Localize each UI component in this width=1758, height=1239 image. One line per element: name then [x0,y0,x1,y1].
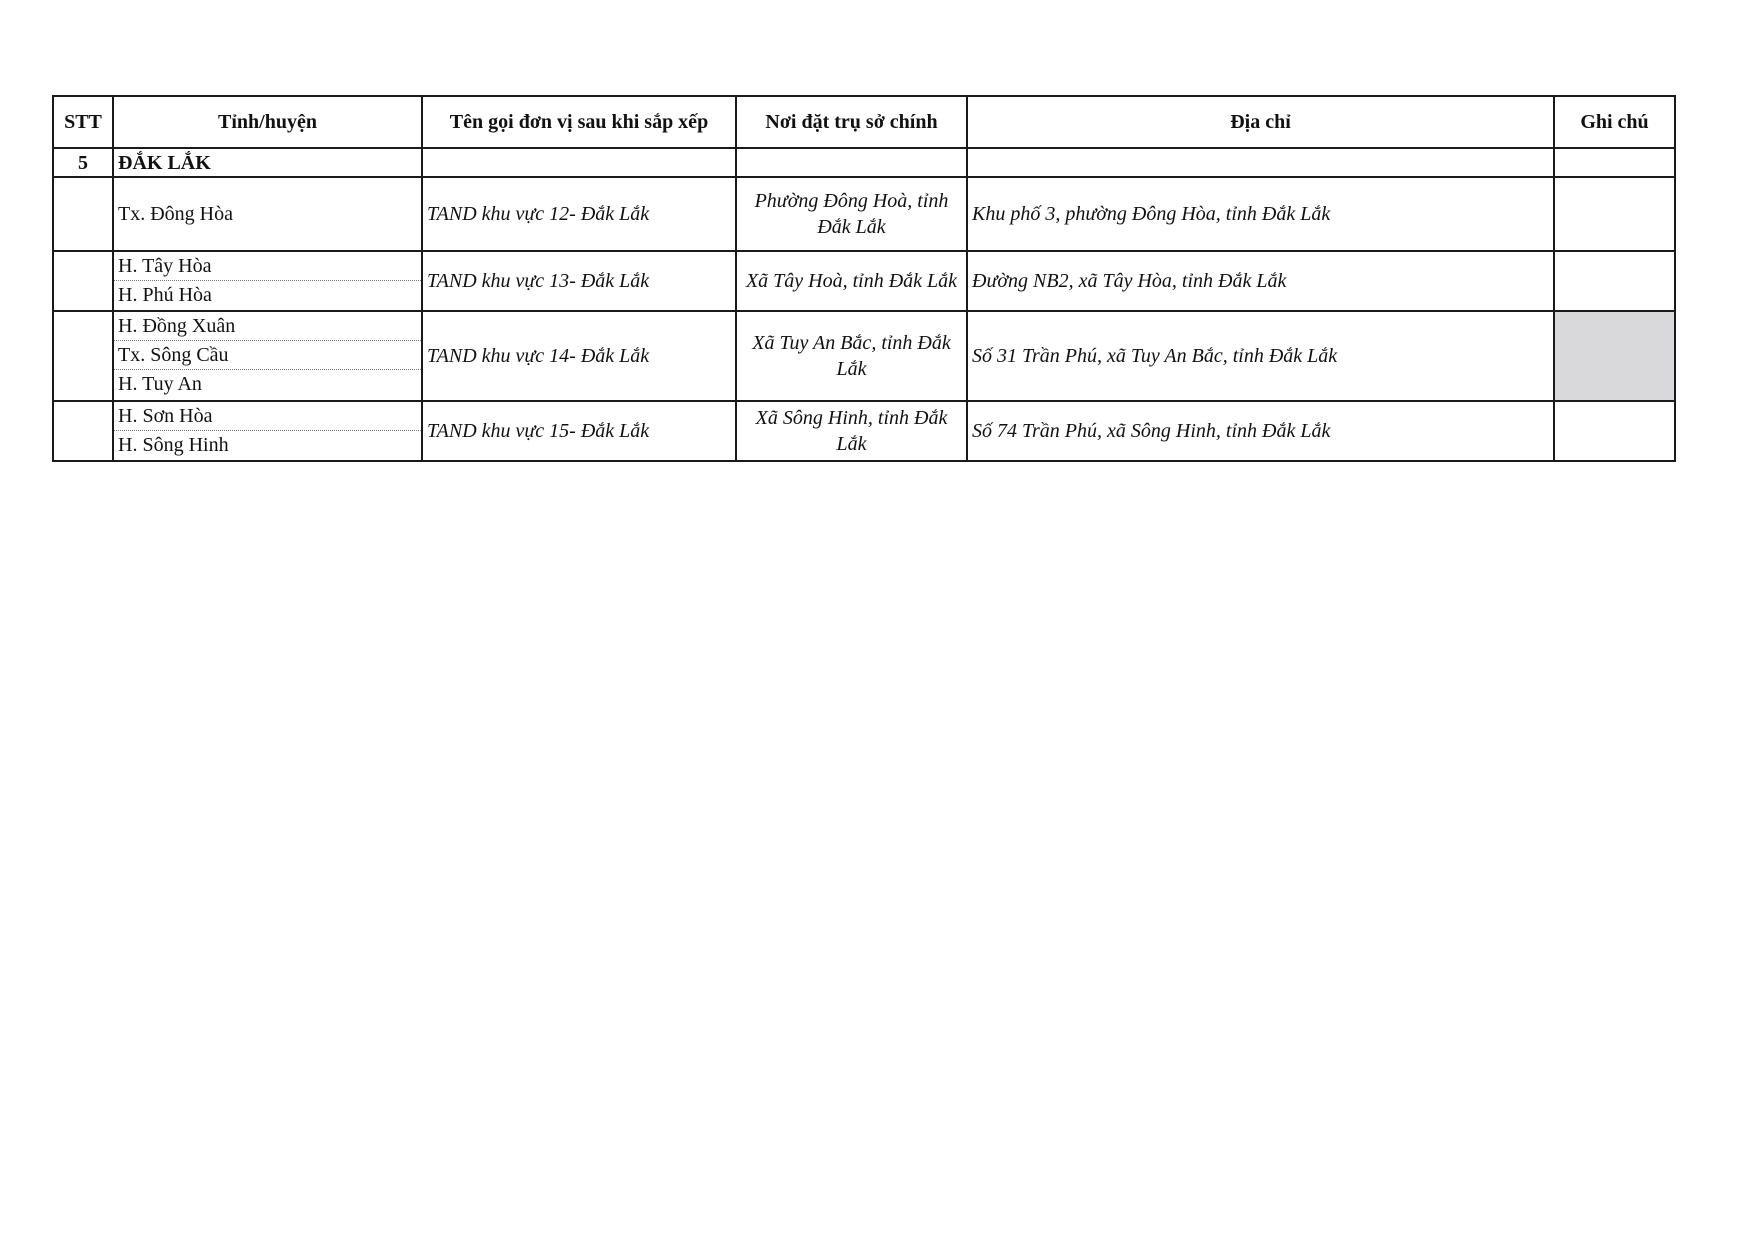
row-stt-cell [53,251,113,311]
province-stt: 5 [53,148,113,177]
unit-name-cell: TAND khu vực 12- Đắk Lắk [422,177,736,251]
address-cell: Khu phố 3, phường Đông Hòa, tỉnh Đắk Lắk [967,177,1554,251]
headquarters-cell: Xã Sông Hinh, tỉnh Đắk Lắk [736,401,967,461]
province-name: ĐẮK LẮK [113,148,422,177]
district-name: H. Phú Hòa [118,284,212,306]
row-stt-cell [53,311,113,401]
table-row [53,177,1675,251]
district-name: H. Sông Hinh [118,434,229,456]
province-row [53,148,1675,177]
address-cell: Số 31 Trần Phú, xã Tuy An Bắc, tỉnh Đắk Lắk [967,311,1554,401]
district-name: H. Sơn Hòa [114,402,421,431]
unit-name-cell: TAND khu vực 13- Đắk Lắk [422,251,736,311]
header-district: Tỉnh/huyện [113,96,422,148]
header-stt: STT [53,96,113,148]
empty-cell [422,148,736,177]
district-name: Tx. Sông Cầu [114,341,421,370]
district-cell [113,251,422,311]
district-name: H. Đồng Xuân [114,312,421,341]
header-row [53,96,1675,148]
row-stt-cell [53,401,113,461]
table-row [53,311,1675,401]
row-stt-cell [53,177,113,251]
unit-name-cell: TAND khu vực 14- Đắk Lắk [422,311,736,401]
district-cell [113,401,422,461]
court-reorganization-table [52,95,1676,462]
note-cell [1554,401,1675,461]
header-unit-name: Tên gọi đơn vị sau khi sắp xếp [422,96,736,148]
header-headquarters: Nơi đặt trụ sở chính [736,96,967,148]
district-name: H. Tây Hòa [114,252,421,281]
empty-cell [1554,148,1675,177]
district-cell [113,177,422,251]
address-cell: Đường NB2, xã Tây Hòa, tỉnh Đắk Lắk [967,251,1554,311]
header-address: Địa chỉ [967,96,1554,148]
table-row [53,251,1675,311]
headquarters-cell: Xã Tuy An Bắc, tỉnh Đắk Lắk [736,311,967,401]
note-cell [1554,311,1675,401]
header-note: Ghi chú [1554,96,1675,148]
empty-cell [967,148,1554,177]
note-cell [1554,177,1675,251]
table-row [53,401,1675,461]
note-cell [1554,251,1675,311]
district-cell [113,311,422,401]
headquarters-cell: Xã Tây Hoà, tỉnh Đắk Lắk [736,251,967,311]
unit-name-cell: TAND khu vực 15- Đắk Lắk [422,401,736,461]
district-name: H. Tuy An [118,373,202,395]
district-name: Tx. Đông Hòa [118,202,233,225]
empty-cell [736,148,967,177]
headquarters-cell: Phường Đông Hoà, tỉnh Đắk Lắk [736,177,967,251]
address-cell: Số 74 Trần Phú, xã Sông Hinh, tỉnh Đắk Lắk [967,401,1554,461]
